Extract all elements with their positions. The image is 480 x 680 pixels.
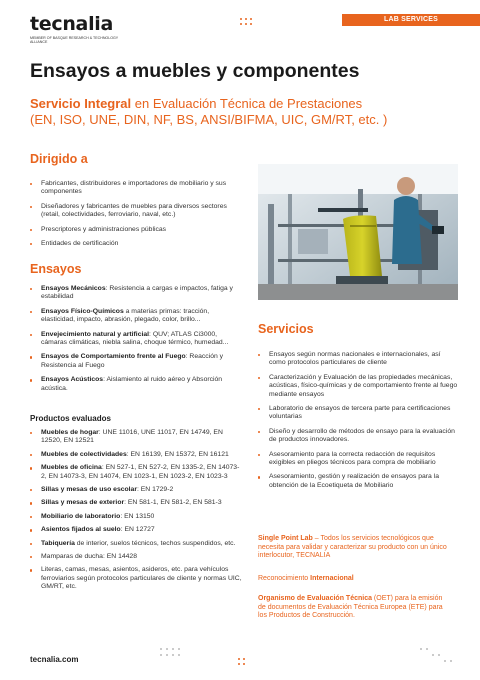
- logo-wordmark: tecnalia: [30, 13, 114, 35]
- list-item: Ensayos de Comportamiento frente al Fuego: Reacción y Resistencia al Fuego: [30, 353, 244, 370]
- list-item: Literas, camas, mesas, asientos, asideros, etc. para vehículos ferroviarios según protocolos particulares de cliente y normas UIC, GM/RT, etc.: [30, 566, 244, 591]
- ensayos-list: [30, 285, 244, 393]
- list-item: Prescriptores y administraciones públicas: [30, 226, 244, 234]
- subtitle-bold: Servicio Integral: [30, 96, 132, 111]
- ensayos-heading: Ensayos: [30, 262, 82, 276]
- list-item: Laboratorio de ensayos de tercera parte para certificaciones voluntarias: [258, 405, 458, 422]
- dirigido-list: [30, 180, 244, 248]
- list-item: Ensayos Acústicos: Aislamiento al ruido aéreo y Absorción acústica.: [30, 376, 244, 393]
- servicios-heading: Servicios: [258, 322, 314, 336]
- lab-photo: [258, 164, 458, 300]
- list-item: Asesoramiento, gestión y realización de ensayos para la obtención de la Ecoetiqueta de Mobiliario: [258, 473, 458, 490]
- tecnalia-logo: [30, 14, 120, 45]
- list-item: Ensayos según normas nacionales e internacionales, así como protocolos particulares de cliente: [258, 351, 458, 368]
- list-item: Sillas y mesas de exterior: EN 581-1, EN 581-2, EN 581-3: [30, 499, 244, 507]
- list-item: Diseño y desarrollo de métodos de ensayo para la evaluación de productos innovadores.: [258, 428, 458, 445]
- list-item: Asesoramiento para la correcta redacción de requisitos exigibles en pliegos técnicos para compra de mobiliario: [258, 451, 458, 468]
- footer-url[interactable]: tecnalia.com: [30, 655, 79, 664]
- list-item: Diseñadores y fabricantes de muebles para diversos sectores (retail, colectividades, ferroviario, naval, etc.): [30, 203, 244, 220]
- list-item: Caracterización y Evaluación de las propiedades mecánicas, acústicas, físico-químicas y de comportamiento frente al fuego mediante ensayos: [258, 374, 458, 399]
- list-item: Entidades de certificación: [30, 240, 244, 248]
- reconocimiento-internacional: Reconocimiento Internacional: [258, 575, 354, 582]
- servicios-list: [258, 351, 458, 490]
- subtitle-standards: (EN, ISO, UNE, DIN, NF, BS, ANSI/BIFMA, UIC, GM/RT, etc. ): [30, 112, 388, 127]
- page-subtitle: [30, 96, 460, 128]
- list-item: Muebles de colectividades: EN 16139, EN 15372, EN 16121: [30, 451, 244, 459]
- lab-services-tag: LAB SERVICES: [342, 14, 480, 26]
- organismo-evaluacion: Organismo de Evaluación Técnica (OET) para la emisión de documentos de Evaluación Técnica Europea (ETE) para los Productos de Construcción.: [258, 595, 443, 620]
- page-title: Ensayos a muebles y componentes: [30, 60, 360, 82]
- dirigido-heading: Dirigido a: [30, 152, 88, 166]
- list-item: Ensayos Mecánicos: Resistencia a cargas e impactos, fatiga y estabilidad: [30, 285, 244, 302]
- list-item: Envejecimiento natural y artificial: QUV; ATLAS Ci3000, cámaras climáticas, niebla salina, choque térmico, humedad...: [30, 331, 244, 348]
- list-item: Mamparas de ducha: EN 14428: [30, 553, 244, 561]
- list-item: Fabricantes, distribuidores e importadores de mobiliario y sus componentes: [30, 180, 244, 197]
- subtitle-rest: en Evaluación Técnica de Prestaciones: [131, 96, 363, 111]
- productos-list: [30, 429, 244, 592]
- logo-tagline: MEMBER OF BASQUE RESEARCH & TECHNOLOGY ALLIANCE: [30, 36, 119, 45]
- productos-heading: Productos evaluados: [30, 414, 111, 423]
- list-item: Ensayos Físico-Químicos a materias primas: tracción, elasticidad, impacto, abrasión, plegado, color, brillo...: [30, 308, 244, 325]
- list-item: Mobiliario de laboratorio: EN 13150: [30, 513, 244, 521]
- list-item: Sillas y mesas de uso escolar: EN 1729-2: [30, 486, 244, 494]
- list-item: Tabiquería de interior, suelos técnicos, techos suspendidos, etc.: [30, 540, 244, 548]
- list-item: Muebles de hogar: UNE 11016, UNE 11017, EN 14749, EN 12520, EN 12521: [30, 429, 244, 446]
- single-point-lab: Single Point Lab – Todos los servicios tecnológicos que necesita para validar y caracterizar su producto con un único interlocutor, TECNALIA: [258, 535, 447, 560]
- lab-photo-illustration: [258, 164, 458, 300]
- list-item: Asientos fijados al suelo: EN 12727: [30, 526, 244, 534]
- list-item: Muebles de oficina: EN 527-1, EN 527-2, EN 1335-2, EN 14073-2, EN 14073-3, EN 14074, EN 1023-1, EN 1023-2, EN 1023-3: [30, 464, 244, 481]
